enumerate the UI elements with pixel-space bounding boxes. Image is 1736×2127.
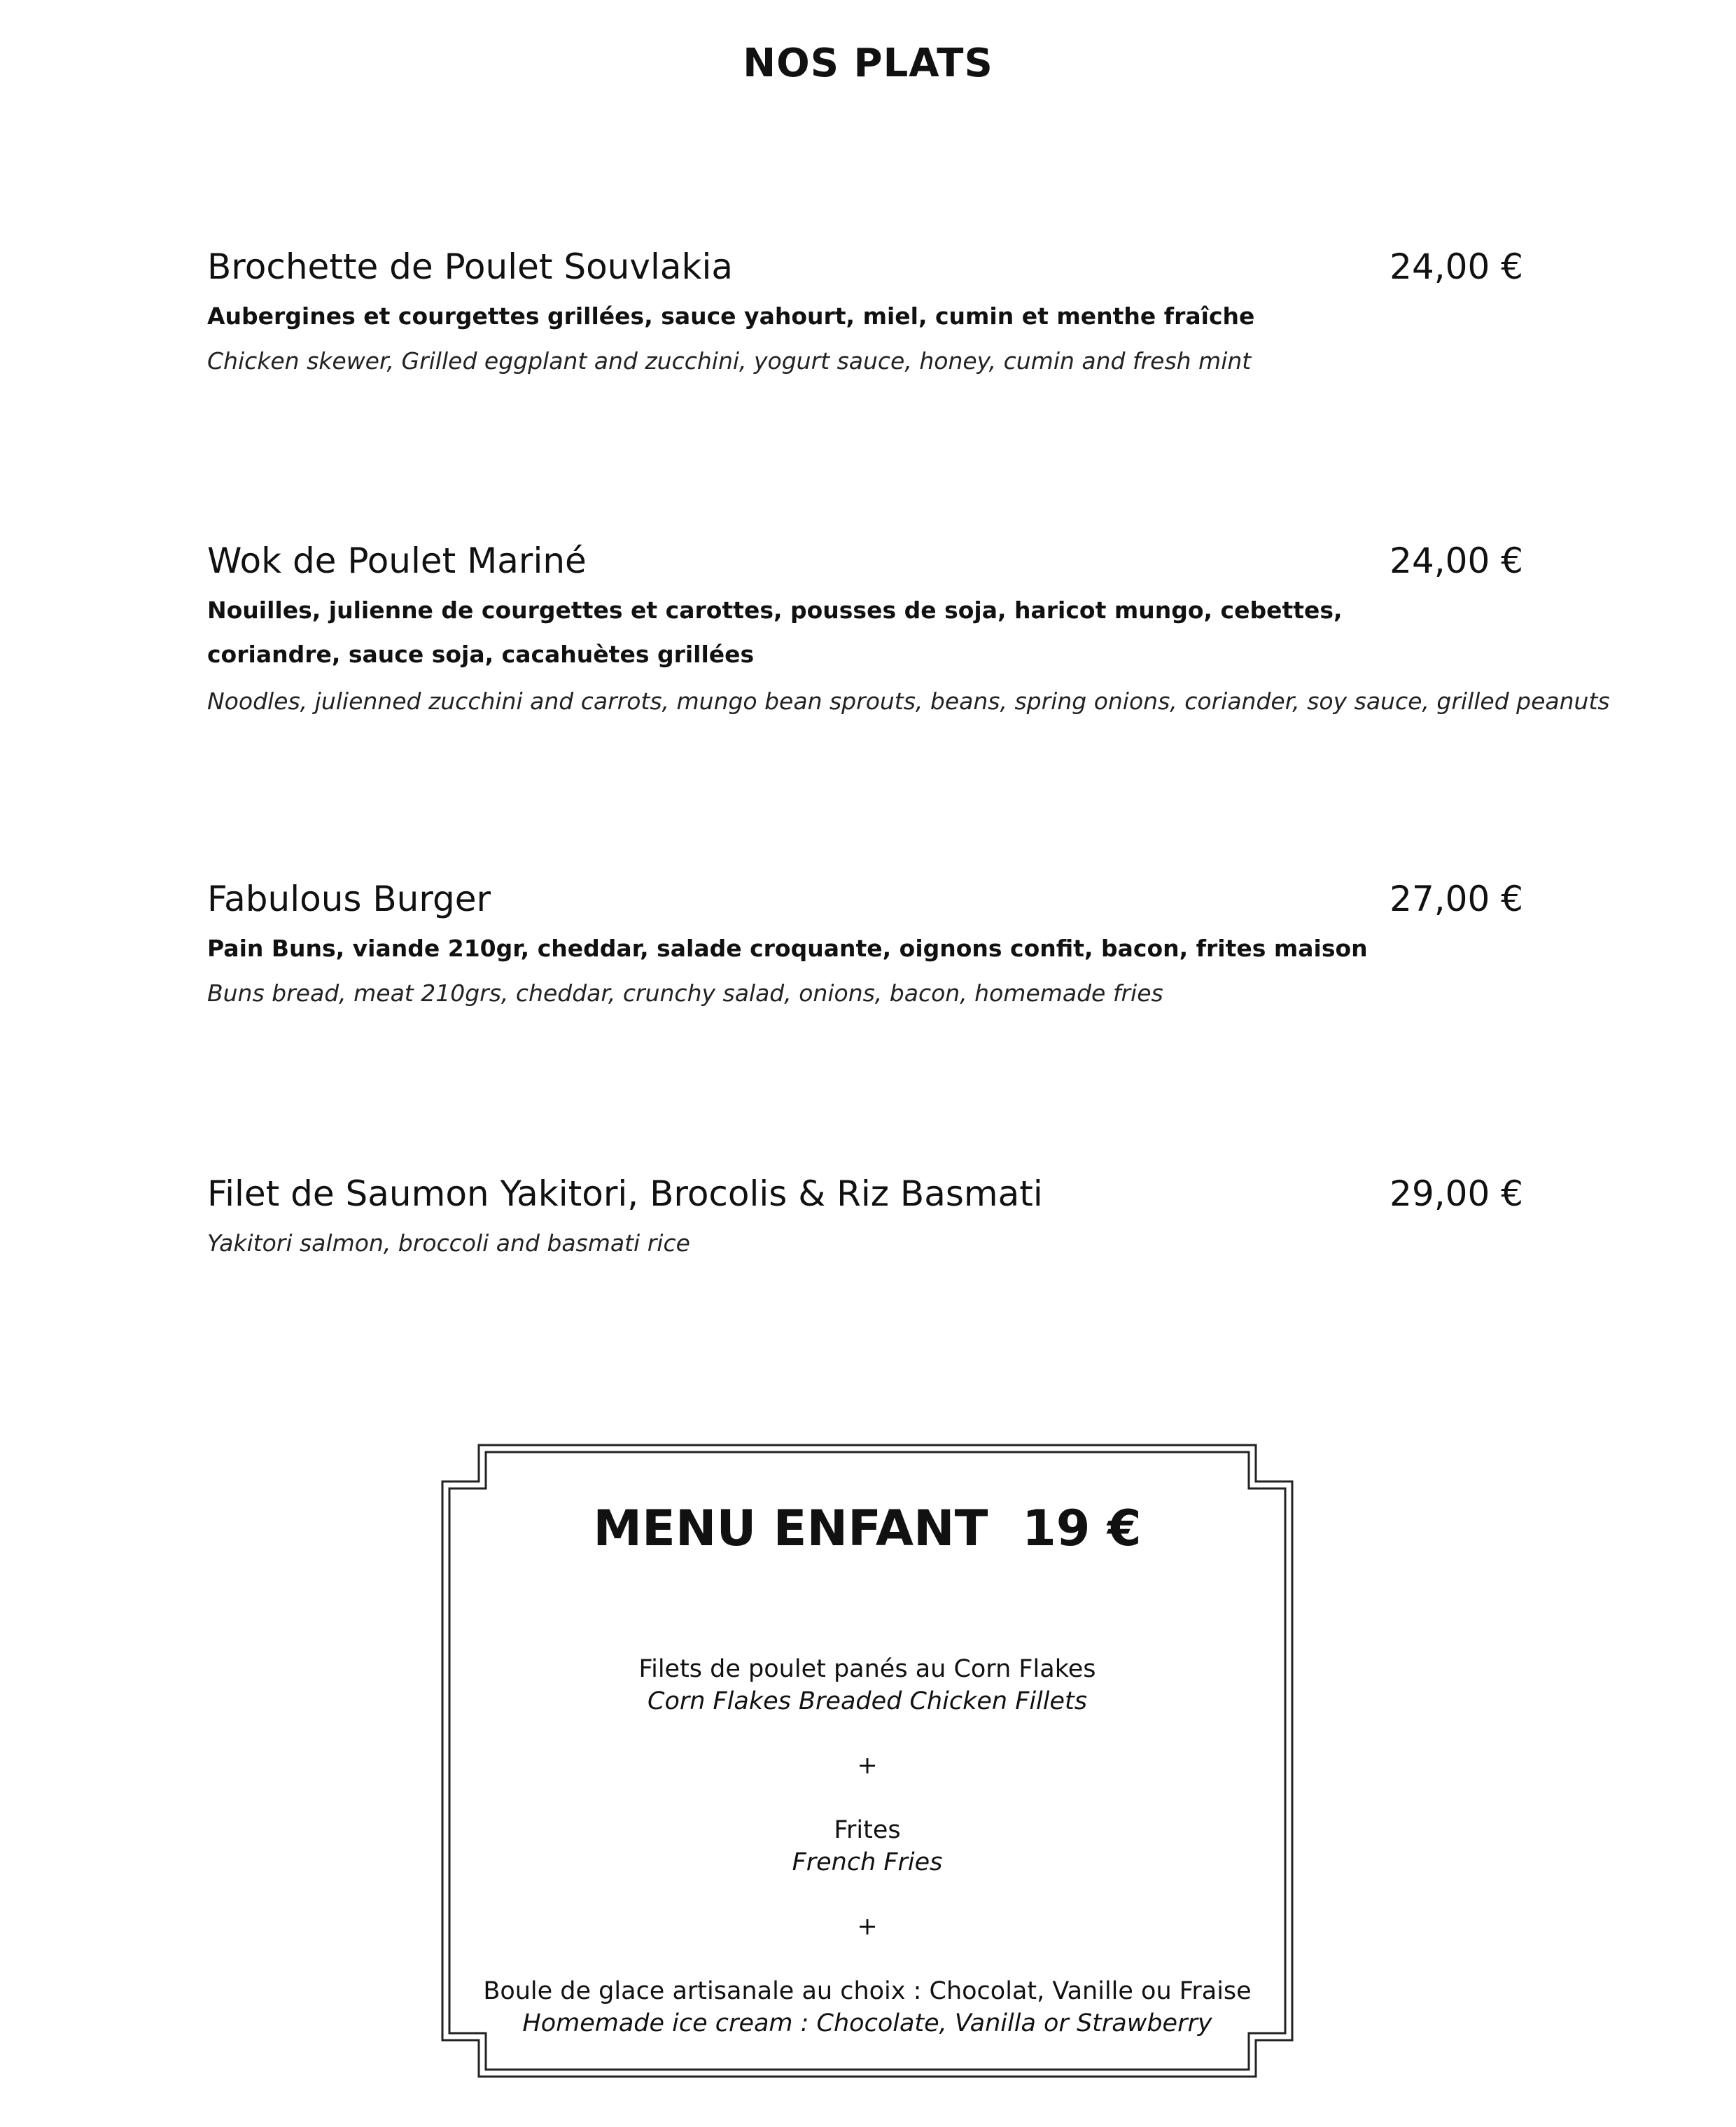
kids-side-en: French Fries [792,1848,943,1876]
dish-description-en: Chicken skewer, Grilled eggplant and zucchini, yogurt sauce, honey, cumin and fresh mint [207,347,1252,375]
kids-main-en: Corn Flakes Breaded Chicken Fillets [648,1687,1087,1715]
dish-description-fr: Pain Buns, viande 210gr, cheddar, salade croquante, oignons confit, bacon, frites maison [207,935,1368,962]
kids-side-fr: Frites [834,1816,901,1844]
dish-name: Fabulous Burger [207,879,491,919]
kids-dessert-fr: Boule de glace artisanale au choix : Chocolat, Vanille ou Fraise [483,1977,1252,2005]
dish-price: 24,00 € [1390,246,1523,287]
dish-price: 29,00 € [1390,1173,1523,1214]
dish-name: Brochette de Poulet Souvlakia [207,246,733,287]
dish-description-fr: Aubergines et courgettes grillées, sauce yahourt, miel, cumin et menthe fraîche [207,302,1255,330]
dish-item [207,541,1610,723]
dish-item [207,1173,1523,1264]
dish-description-fr: Nouilles, julienne de courgettes et carottes, pousses de soja, haricot mungo, cebettes, coriandre, sauce soja, cacahuètes grillées [207,597,1343,668]
dish-price: 24,00 € [1390,541,1523,581]
dish-description-en: Noodles, julienned zucchini and carrots, mungo bean sprouts, beans, spring onions, coriander, soy sauce, grilled peanuts [207,688,1610,715]
dish-description-en: Yakitori salmon, broccoli and basmati rice [207,1229,690,1257]
dish-price: 27,00 € [1390,879,1523,919]
kids-plus-separator: + [857,1752,878,1780]
dish-name: Wok de Poulet Mariné [207,541,587,581]
kids-menu-box [441,1444,1294,2078]
dish-item [207,246,1523,379]
dish-name: Filet de Saumon Yakitori, Brocolis & Riz Basmati [207,1173,1043,1214]
page-title: NOS PLATS [743,41,993,86]
kids-menu-title: MENU ENFANT 19 € [593,1500,1142,1557]
dish-description-en: Buns bread, meat 210grs, cheddar, crunchy salad, onions, bacon, homemade fries [207,979,1163,1007]
kids-dessert-en: Homemade ice cream : Chocolate, Vanilla or Strawberry [522,2009,1212,2037]
kids-plus-separator: + [857,1913,878,1941]
dish-item [207,879,1523,1012]
kids-main-fr: Filets de poulet panés au Corn Flakes [638,1655,1096,1683]
